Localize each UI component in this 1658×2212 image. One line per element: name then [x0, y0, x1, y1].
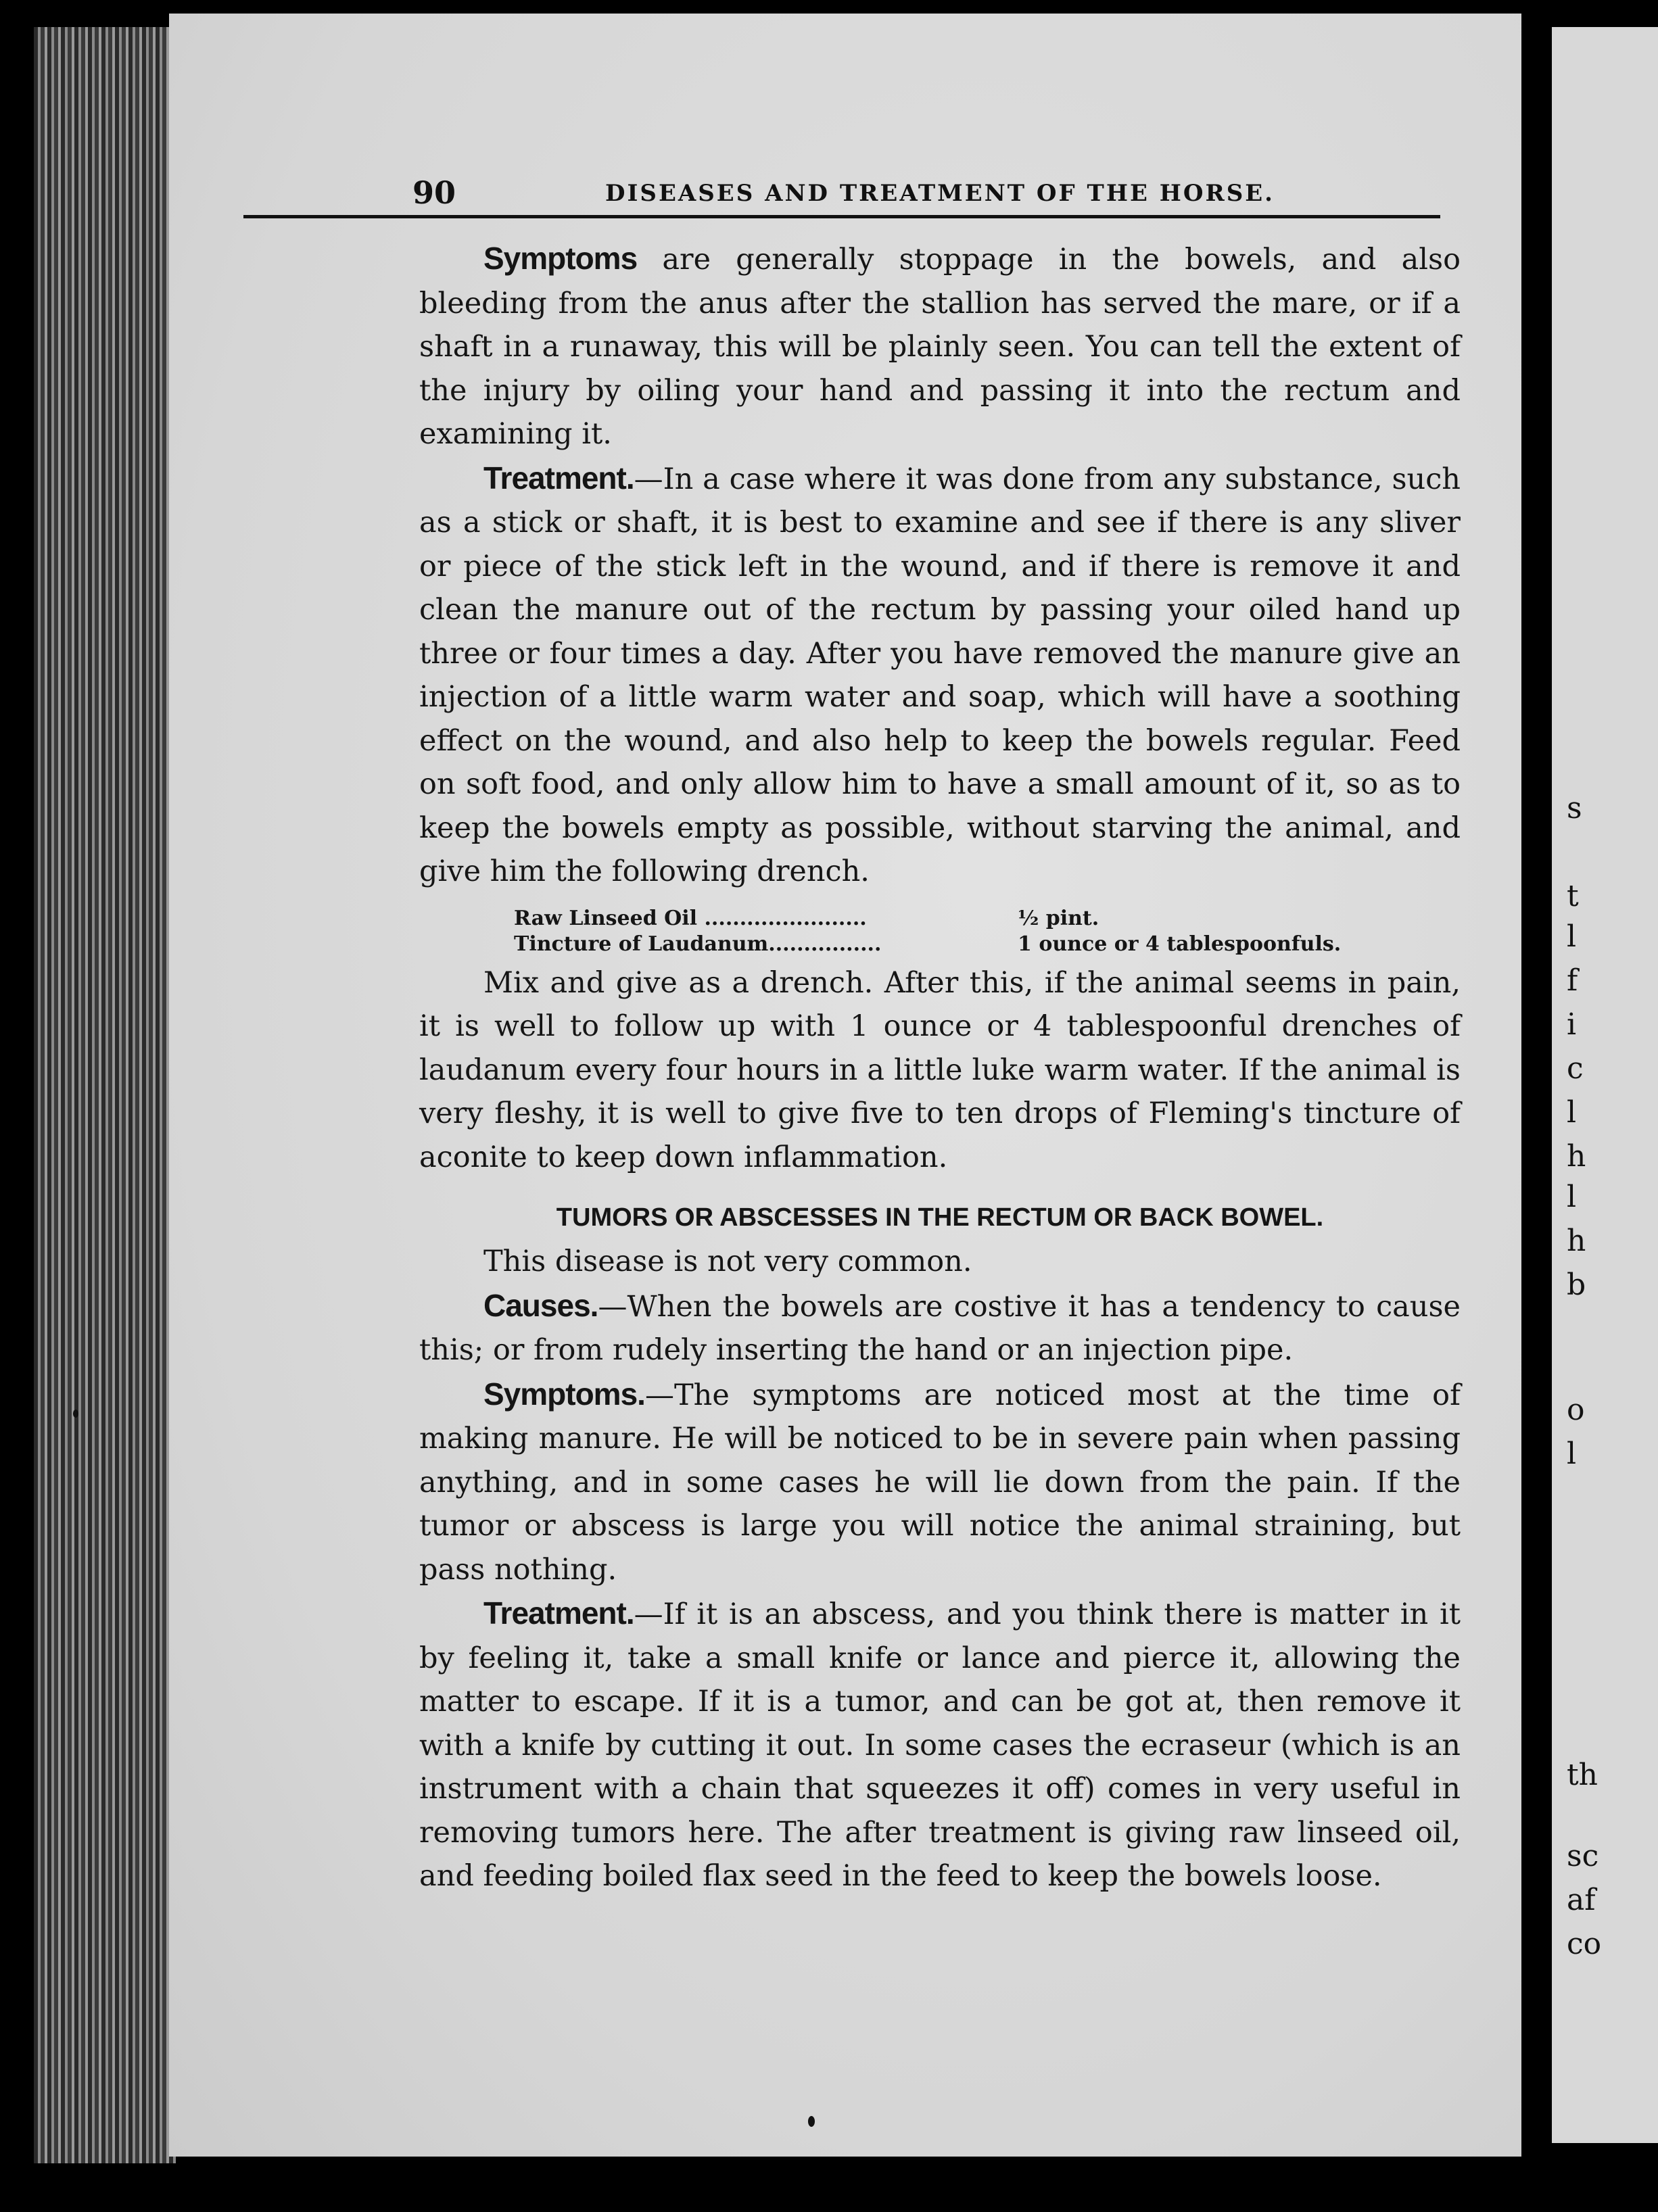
paragraph-lead: Symptoms [483, 241, 638, 276]
paragraph [419, 961, 1461, 1180]
next-page-fragment: l [1567, 1095, 1577, 1130]
paragraph-lead: Symptoms. [483, 1376, 645, 1412]
ink-speck [808, 2116, 815, 2127]
next-page-fragment: af [1567, 1883, 1596, 1917]
paragraph-text: This disease is not very common. [483, 1245, 972, 1278]
paragraph [419, 456, 1461, 894]
paragraph [419, 237, 1461, 456]
next-page-fragment: s [1567, 791, 1582, 825]
next-page-fragment: h [1567, 1224, 1586, 1258]
recipe-list [419, 906, 1461, 957]
next-page-fragment: sc [1567, 1839, 1599, 1873]
next-page-fragment: t [1567, 879, 1579, 913]
next-page-edge [1552, 27, 1658, 2143]
recipe-ingredient: Raw Linseed Oil ....................... [514, 906, 867, 930]
page-body [419, 237, 1461, 1898]
next-page-fragment: b [1567, 1268, 1586, 1302]
next-page-fragment: f [1567, 963, 1578, 998]
next-page-fragment: l [1567, 1437, 1577, 1471]
page-number: 90 [412, 174, 456, 211]
recipe-row [514, 932, 1461, 957]
paragraph [419, 1284, 1461, 1372]
paragraph [419, 1372, 1461, 1592]
paragraph-text: —In a case where it was done from any substance, such as a stick or shaft, it is best to examine and see if there is any sliver or piece of the stick left in the wound, and if there is remove it and clean the manure out of the rectum by passing your oiled hand up three or four times a day. After you have removed the manure give an injection of a little warm water and soap, which will have a soothing effect on the wound, and also help to keep the bowels regular. Feed on soft food, and only allow him to have a small amount of it, so as to keep the bowels empty as possible, without starving the animal, and give him the following drench. [419, 462, 1461, 888]
ink-speck [73, 1410, 78, 1418]
next-page-fragment: o [1567, 1393, 1585, 1427]
paragraph [419, 1240, 1461, 1284]
paragraph-text: —If it is an abscess, and you think there is matter in it by feeling it, take a small knife or lance and pierce it, allowing the matter to escape. If it is a tumor, and can be got at, then remove it with a knife by cutting it out. In some cases the ecraseur (which is an instrument with a chain that squeezes it off) comes in very useful in removing tumors here. The after treatment is giving raw linseed oil, and feeding boiled flax seed in the feed to keep the bowels loose. [419, 1597, 1461, 1893]
paragraph-lead: Causes. [483, 1287, 598, 1323]
paragraph-text: Mix and give as a drench. After this, if the animal seems in pain, it is well to follow up with 1 ounce or 4 tablespoonful drenches of laudanum every four hours in a little luke warm water. If the animal is very fleshy, it is well to give five to ten drops of Fleming's tincture of aconite to keep down inflammation. [419, 965, 1461, 1174]
recipe-amount: 1 ounce or 4 tablespoonfuls. [1018, 932, 1342, 956]
next-page-fragment: l [1567, 1180, 1577, 1214]
paragraph-lead: Treatment. [483, 1595, 634, 1631]
recipe-ingredient: Tincture of Laudanum................ [514, 932, 882, 956]
paragraph-text: —The symptoms are noticed most at the time of making manure. He will be noticed to be in severe pain when passing anything, and in some cases he will lie down from the pain. If the tumor or abscess is large you will notice the animal straining, but pass nothing. [419, 1378, 1461, 1587]
next-page-fragment: l [1567, 919, 1577, 954]
next-page-fragment: h [1567, 1139, 1586, 1174]
next-page-fragment: co [1567, 1927, 1602, 1961]
recipe-row [514, 906, 1461, 932]
recipe-amount: ½ pint. [1018, 906, 1099, 930]
paragraph-lead: Treatment. [483, 460, 634, 496]
paragraph [419, 1591, 1461, 1898]
page-stack-edges [34, 27, 176, 2163]
running-head: DISEASES AND TREATMENT OF THE HORSE. [605, 180, 1275, 207]
section-heading: TUMORS OR ABSCESSES IN THE RECTUM OR BACK BOWEL. [556, 1203, 1324, 1232]
next-page-fragment: th [1567, 1758, 1598, 1792]
next-page-fragment: c [1567, 1051, 1584, 1086]
paragraph-text: —When the bowels are costive it has a tendency to cause this; or from rudely inserting the hand or an injection pipe. [419, 1289, 1461, 1367]
paragraph-text: are generally stoppage in the bowels, and also bleeding from the anus after the stallion has served the mare, or if a shaft in a runaway, this will be plainly seen. You can tell the extent of the injury by oiling your hand and passing it into the rectum and examining it. [419, 243, 1461, 451]
next-page-fragment: i [1567, 1007, 1577, 1042]
